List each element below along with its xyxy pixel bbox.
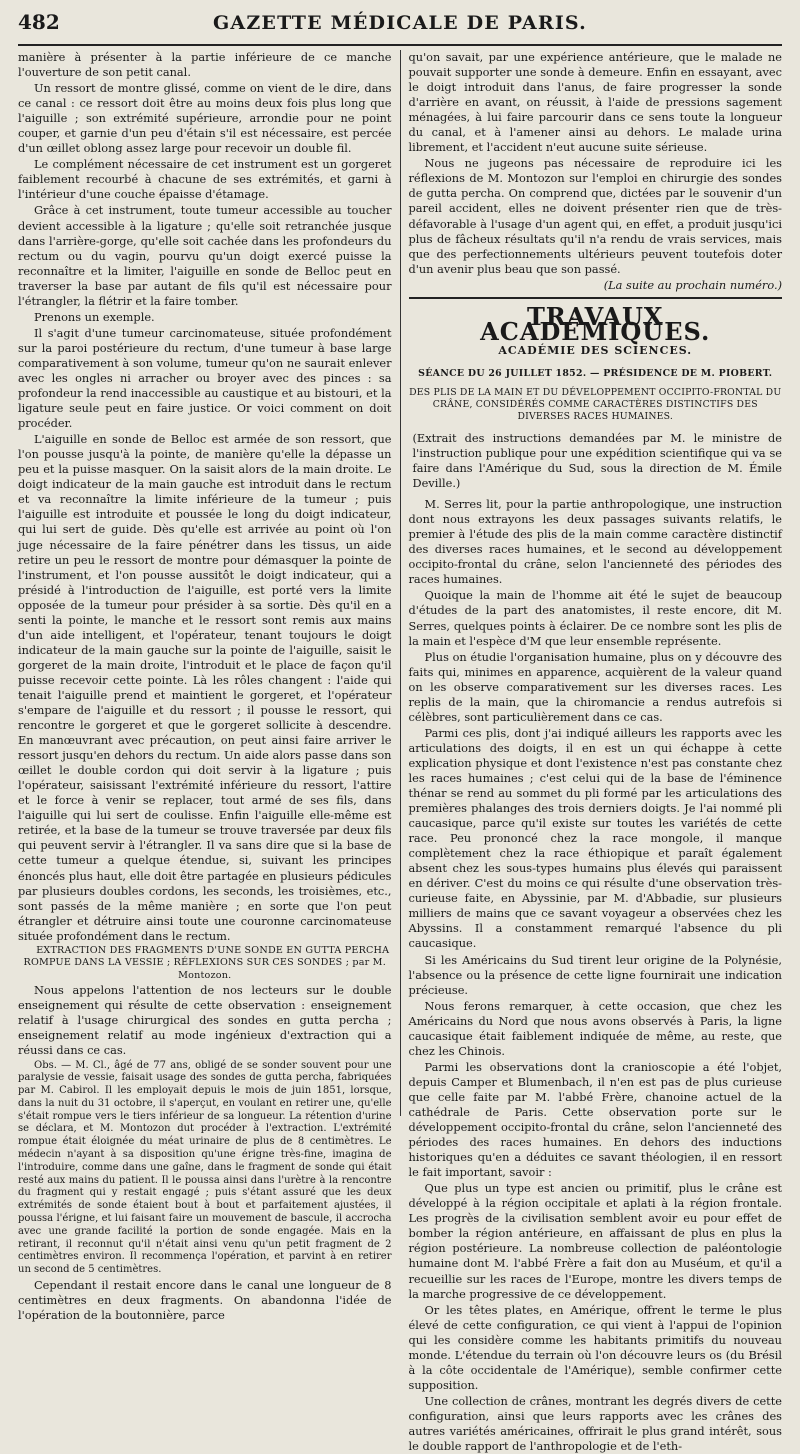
paragraph: Nous ne jugeons pas nécessaire de reproduire ici les réflexions de M. Montozon sur l'emploi en chirurgie des sondes de gutta percha. On comprend que, dictées par le souvenir d'un pareil accident, elles ne doivent présenter rien que de très-défavorable à l'usage d'un agent qui, en effet, a produit jusqu'ici plus de fâcheux résultats qu'il n'a rendu de vrais services, mais que des perfectionnements ultérieurs peuvent toutefois doter d'un avenir plus beau que son passé.	[408, 156, 782, 276]
article-title: DES PLIS DE LA MAIN ET DU DÉVELOPPEMENT OCCIPITO-FRONTAL DU CRÂNE, CONSIDÉRÉS COMME CARACTÈRES DISTINCTIFS DES DIVERSES RACES HUMAINES.	[409, 386, 782, 422]
paragraph: Une collection de crânes, montrant les degrés divers de cette configuration, ainsi que leurs rapports avec les crânes des autres variétés américaines, offrirait le plus grand intérêt, sous le double rapport de l'anthropologie et de l'eth-	[408, 1393, 782, 1454]
session-line: SÉANCE DU 26 JUILLET 1852. — PRÉSIDENCE DE M. PIOBERT.	[418, 367, 773, 379]
page-number: 482	[18, 10, 60, 34]
left-column	[18, 50, 401, 1323]
paragraph: Parmi ces plis, dont j'ai indiqué ailleurs les rapports avec les articulations des doigts, il en est un qui échappe à cette explication physique et dont l'existence n'est pas constante chez les races humaines ; c'est celui qui de la base de l'éminence thénar se rend au sommet du pli formé par les articulations des premières phalanges des trois derniers doigts. Je l'ai nommé pli caucasique, parce qu'il existe sur toutes les variétés de cette race. Peu prononcé chez la race mongole, il manque complètement chez la race éthiopique et paraît également absent chez les sous-types humains plus élevés qui paraissent en dériver. C'est du moins ce qui résulte d'une observation très-curieuse faite, en Abyssinie, par M. d'Abbadie, sur plusieurs milliers de mains que ce savant voyageur a observées chez les Abyssins. Il a constamment remarqué l'absence du pli caucasique.	[408, 725, 782, 951]
subsection-title: ACADÉMIE DES SCIENCES.	[498, 343, 693, 357]
right-column	[401, 50, 783, 1454]
extract-note	[409, 431, 783, 491]
section-title: TRAVAUX ACADÉMIQUES.	[480, 301, 711, 346]
paragraph: Le complément nécessaire de cet instrument est un gorgeret faiblement recourbé à chacune de ses extrémités, et garni à l'intérieur d'une couche épaisse d'étamage.	[18, 157, 392, 202]
observation-paragraph: Obs. — M. Cl., âgé de 77 ans, obligé de se sonder souvent pour une paralysie de vessie, faisait usage des sondes de gutta percha, fabriquées par M. Cabirol. Il les employait depuis le mois de juin 1851, lorsque, dans la nuit du 31 octobre, il s'aperçut, en voulant en retirer une, qu'elle s'était rompue vers le tiers inférieur de sa longueur. La rétention d'urine se déclara, et M. Montozon dut procéder à l'extraction. L'extrémité rompue était éloignée du méat urinaire de plus de 8 centimètres. Le médecin n'ayant à sa disposition qu'une érigne très-fine, imagina de l'introduire, comme dans une gaîne, dans le fragment de sonde qui était resté aux mains du patient. Il le poussa ainsi dans l'urètre à la rencontre du fragment qui y restait engagé ; puis s'étant assuré que les deux extrémités de sonde étaient bout à bout et parfaitement ajustées, il poussa l'érigne, et lui faisant faire un mouvement de bascule, il accrocha avec une grande facilité la portion de sonde engagée. Mais en la retirant, il reconnut qu'il n'était ainsi venu qu'un petit fragment de 2 centimètres environ. Il recommença l'opération, et parvint à en retirer un second de 5 centimètres.	[18, 1059, 392, 1276]
paragraph: M. Serres lit, pour la partie anthropologique, une instruction dont nous extrayons les deux passages suivants relatifs, le premier à l'étude des plis de la main comme caractère distinctif des diverses races humaines, et le second au développement occipito-frontal du crâne, selon l'ancienneté des périodes des races humaines.	[408, 497, 782, 587]
paragraph: Parmi les observations dont la cranioscopie a été l'objet, depuis Camper et Blumenbach, il n'en est pas de plus curieuse que celle faite par M. l'abbé Frère, chanoine actuel de la cathédrale de Paris. Cette observation porte sur le développement occipito-frontal du crâne, selon l'ancienneté des périodes des races humaines. En dehors des inductions historiques qu'en a déduites ce savant théologien, il en ressort le fait important, savoir :	[408, 1059, 782, 1180]
section-divider	[409, 297, 783, 299]
paragraph: Nous appelons l'attention de nos lecteurs sur le double enseignement qui résulte de cette observation : enseignement relatif à l'usage chirurgical des sondes en gutta percha ; enseignement relatif au mode ingénieux d'extraction qui a réussi dans ce cas.	[18, 983, 392, 1058]
page-header	[18, 10, 782, 46]
columns	[18, 50, 782, 1454]
paragraph: Nous ferons remarquer, à cette occasion, que chez les Américains du Nord que nous avons observés à Paris, la ligne caucasique était faiblement indiquée de même, au reste, que chez les Chinois.	[408, 998, 782, 1058]
paragraph: qu'on savait, par une expérience antérieure, que le malade ne pouvait supporter une sonde à demeure. Enfin en essayant, avec le doigt introduit dans l'anus, de faire progresser la sonde d'arrière en avant, on réussit, à l'aide de pressions sagement ménagées, à lui faire parcourir dans ce sens toute la longueur du canal, et à l'amener ainsi au dehors. Le malade urina librement, et l'accident n'eut aucune suite sérieuse.	[408, 50, 782, 155]
paragraph: Il s'agit d'une tumeur carcinomateuse, située profondément sur la paroi postérieure du rectum, d'une tumeur à base large comparativement à son volume, tumeur qu'on ne saurait enlever avec les ongles ni arracher ou broyer avec des pinces : sa profondeur la rend inaccessible au caustique et au bistouri, et la ligature seule peut en faire justice. Or voici comment on doit procéder.	[18, 325, 392, 431]
paragraph: L'aiguille en sonde de Belloc est armée de son ressort, que l'on pousse jusqu'à la pointe, de manière qu'elle la dépasse un peu et la puisse masquer. On la saisit alors de la main droite. Le doigt indicateur de la main gauche est introduit dans le rectum et va reconnaître la limite inférieure de la tumeur ; puis l'aiguille est introduite et poussée le long du doigt indicateur, qui lui sert de guide. Dès qu'elle est arrivée au point où l'on juge nécessaire de la faire pénétrer dans les tissus, un aide retire un peu le ressort de montre pour démasquer la pointe de l'instrument, et l'on pousse aussitôt le doigt indicateur, qui a présidé à l'introduction de l'aiguille, est porté vers la limite opposée de la tumeur pour présider à sa sortie. Dès qu'il en a senti la pointe, le manche et le ressort sont remis aux mains d'un aide intelligent, et l'opérateur, tenant toujours le doigt indicateur de la main gauche sur la pointe de l'aiguille, saisit le gorgeret de la main droite, l'introduit et le place de façon qu'il puisse recevoir cette pointe. Là les rôles changent : l'aide qui tenait l'aiguille prend et maintient le gorgeret, et l'opérateur s'empare de l'aiguille et du ressort ; il pousse le ressort, qui rencontre le gorgeret et que le gorgeret sollicite à descendre. En manœuvrant avec précaution, on peut ainsi faire arriver le ressort jusqu'en dehors du rectum. Un aide alors passe dans son œillet le double cordon qui doit servir à la ligature ; puis l'opérateur, saisissant l'extrémité inférieure du ressort, l'attire et le force à venir se replacer, tout armé de ses fils, dans l'aiguille qui lui sert de coulisse. Enfin l'aiguille elle-même est retirée, et la base de la tumeur se trouve traversée par deux fils qui peuvent servir à l'étrangler. Il va sans dire que si la base de cette tumeur a quelque étendue, si, suivant les principes énoncés plus haut, elle doit être partagée en plusieurs pédicules par plusieurs doubles cordons, les seconds, les troisièmes, etc., sont passés de la même manière ; en sorte que l'on peut étrangler et détruire ainsi toute une couronne carcinomateuse située profondément dans le rectum.	[18, 432, 392, 943]
paragraph: Grâce à cet instrument, toute tumeur accessible au toucher devient accessible à la ligature ; qu'elle soit retranchée jusque dans l'arrière-gorge, qu'elle soit cachée dans les profondeurs du rectum ou du vagin, pourvu qu'un doigt exercé puisse la reconnaître et la limiter, l'aiguille en sonde de Belloc peut en traverser la base par autant de fils qu'il est nécessaire pour l'étrangler, la flétrir et la faire tomber.	[18, 203, 392, 308]
continued-note: (La suite au prochain numéro.)	[603, 277, 782, 292]
paragraph: Quoique la main de l'homme ait été le sujet de beaucoup d'études de la part des anatomistes, il reste encore, dit M. Serres, quelques points à éclairer. De ce nombre sont les plis de la main et l'espèce d'M que leur ensemble représente.	[408, 588, 782, 648]
paragraph: Un ressort de montre glissé, comme on vient de le dire, dans ce canal : ce ressort doit être au moins deux fois plus long que l'aiguille ; son extrémité supérieure, arrondie pour ne point couper, et garnie d'un peu d'étain s'il est nécessaire, est percée d'un œillet oblong assez large pour recevoir un double fil.	[18, 81, 392, 156]
paragraph: manière à présenter à la partie inférieure de ce manche l'ouverture de son petit canal.	[18, 50, 392, 80]
paragraph: Or les têtes plates, en Amérique, offrent le terme le plus élevé de cette configuration, ce qui vient à l'appui de l'opinion qui les considère comme les habitants primitifs du nouveau monde. L'étendue du terrain où l'on découvre leurs os (du Brésil à la côte occidentale de l'Amérique), semble confirmer cette supposition.	[408, 1302, 782, 1392]
paragraph: Plus on étudie l'organisation humaine, plus on y découvre des faits qui, minimes en apparence, acquièrent de la valeur quand on les observe comparativement sur les diverses races. Les replis de la main, que la chiromancie a rendus autrefois si célèbres, sont particulièrement dans ce cas.	[408, 649, 782, 724]
journal-title: GAZETTE MÉDICALE DE PARIS.	[213, 12, 587, 34]
paragraph: Que plus un type est ancien ou primitif, plus le crâne est développé à la région occipitale et aplati à la région frontale. Les progrès de la civilisation semblent avoir eu pour effet de bomber la région antérieure, en affaissant de plus en plus la région postérieure. La nombreuse collection de paléontologie humaine dont M. l'abbé Frère a fait don au Muséum, et qu'il a recueillie sur les races de l'Europe, montre les divers temps de la marche progressive de ce développement.	[408, 1181, 782, 1301]
paragraph: Prenons un exemple.	[34, 309, 155, 324]
article-title: EXTRACTION DES FRAGMENTS D'UNE SONDE EN GUTTA PERCHA ROMPUE DANS LA VESSIE ; RÉFLEXIONS SUR CES SONDES ; par M. Montozon.	[23, 944, 390, 981]
extract-text: (Extrait des instructions demandées par M. le ministre de l'instruction publique pour une expédition scientifique qui va se faire dans l'Amérique du Sud, sous la direction de M. Émile Deville.)	[412, 430, 782, 491]
paragraph: Si les Américains du Sud tirent leur origine de la Polynésie, l'absence ou la présence de cette ligne fournirait une indication précieuse.	[408, 952, 782, 997]
paragraph: Cependant il restait encore dans le canal une longueur de 8 centimètres en deux fragments. On abandonna l'idée de l'opération de la boutonnière, parce	[18, 1278, 392, 1323]
